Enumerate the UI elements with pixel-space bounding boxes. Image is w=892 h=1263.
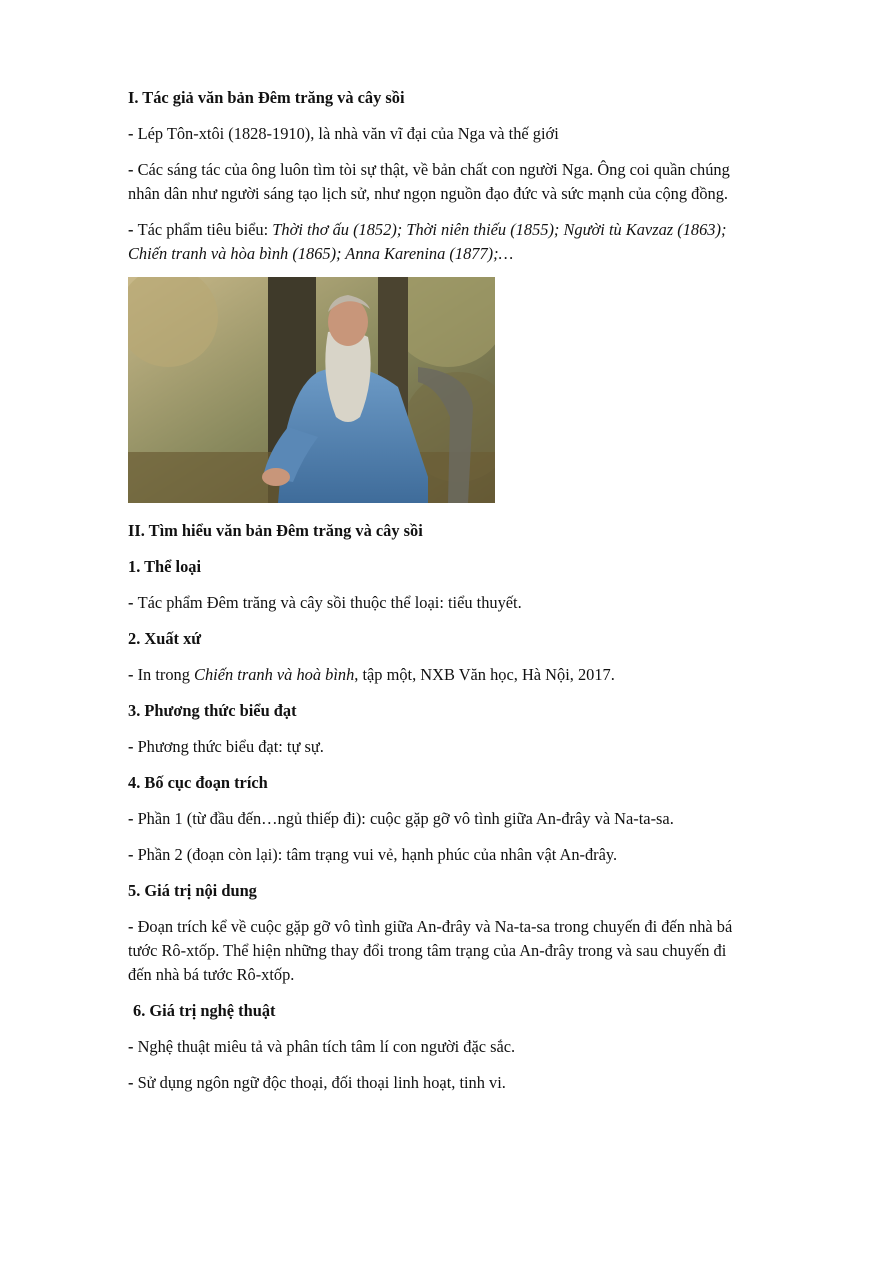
content-value-line-1: Đoạn trích kể về cuộc gặp gỡ vô tình giữa An-đrây và Na-ta-sa trong chuyến đi đến nhà bá [137,917,733,936]
bullet-dash: - [128,220,138,239]
art-value-text-2 [128,1071,798,1095]
bullet-dash: - [128,593,138,612]
content-value-heading: 5. Giá trị nội dung [128,881,257,900]
art-value-text-2-body: Sử dụng ngôn ngữ độc thoại, đối thoại linh hoạt, tinh vi. [137,1073,506,1092]
origin-text [128,663,798,687]
origin-prefix: In trong [137,665,195,684]
structure-part-1-text: Phần 1 (từ đầu đến…ngủ thiếp đi): cuộc gặp gỡ vô tình giữa An-đrây và Na-ta-sa. [137,809,674,828]
author-intro-text: Lép Tôn-xtôi (1828-1910), là nhà văn vĩ đại của Nga và thế giới [137,124,559,143]
art-value-text-1 [128,1035,798,1059]
section-1-heading: I. Tác giả văn bản Đêm trăng và cây sồi [128,88,405,107]
author-intro [128,122,798,146]
bullet-dash: - [128,124,138,143]
content-value-text [128,915,798,987]
bullet-dash: - [128,1073,138,1092]
notable-works [128,218,798,266]
bullet-dash: - [128,160,138,179]
genre-heading: 1. Thể loại [128,557,202,576]
notable-works-list-2: Chiến tranh và hòa bình (1865); Anna Karenina (1877);… [128,244,514,263]
structure-part-1 [128,807,798,831]
section-2-heading: II. Tìm hiểu văn bản Đêm trăng và cây sồi [128,521,423,540]
origin-heading: 2. Xuất xứ [128,629,202,648]
bullet-dash: - [128,809,138,828]
content-value-line-2: tước Rô-xtốp. Thể hiện những thay đổi trong tâm trạng của An-đrây trong và sau chuyến đi [128,941,727,960]
expression-heading: 3. Phương thức biểu đạt [128,701,297,720]
bullet-dash: - [128,665,138,684]
bullet-dash: - [128,1037,138,1056]
bullet-dash: - [128,917,138,936]
origin-book-title: Chiến tranh và hoà bình [194,665,355,684]
origin-suffix: , tập một, NXB Văn học, Hà Nội, 2017. [354,665,615,684]
notable-works-label: Tác phẩm tiêu biểu: [137,220,273,239]
genre-text [128,591,798,615]
bullet-dash: - [128,737,138,756]
expression-text [128,735,798,759]
art-value-heading: 6. Giá trị nghệ thuật [133,1001,276,1020]
author-portrait-photo [128,277,495,503]
works-desc-line-2: nhân dân như người sáng tạo lịch sử, như ngọn nguồn đạo đức và sức mạnh của cộng đồng. [128,184,729,203]
structure-heading: 4. Bố cục đoạn trích [128,773,268,792]
structure-part-2-text: Phần 2 (đoạn còn lại): tâm trạng vui vẻ, hạnh phúc của nhân vật An-đrây. [137,845,618,864]
expression-text-body: Phương thức biểu đạt: tự sự. [137,737,324,756]
works-desc-line-1: Các sáng tác của ông luôn tìm tòi sự thật, về bản chất con người Nga. Ông coi quần chúng [137,160,730,179]
art-value-text-1-body: Nghệ thuật miêu tả và phân tích tâm lí con người đặc sắc. [137,1037,516,1056]
structure-part-2 [128,843,798,867]
genre-text-body: Tác phẩm Đêm trăng và cây sồi thuộc thể loại: tiểu thuyết. [137,593,522,612]
notable-works-list-1: Thời thơ ấu (1852); Thời niên thiếu (1855); Người tù Kavzaz (1863); [272,220,727,239]
author-works-desc [128,158,798,206]
content-value-line-3: đến nhà bá tước Rô-xtốp. [128,965,295,984]
bullet-dash: - [128,845,138,864]
